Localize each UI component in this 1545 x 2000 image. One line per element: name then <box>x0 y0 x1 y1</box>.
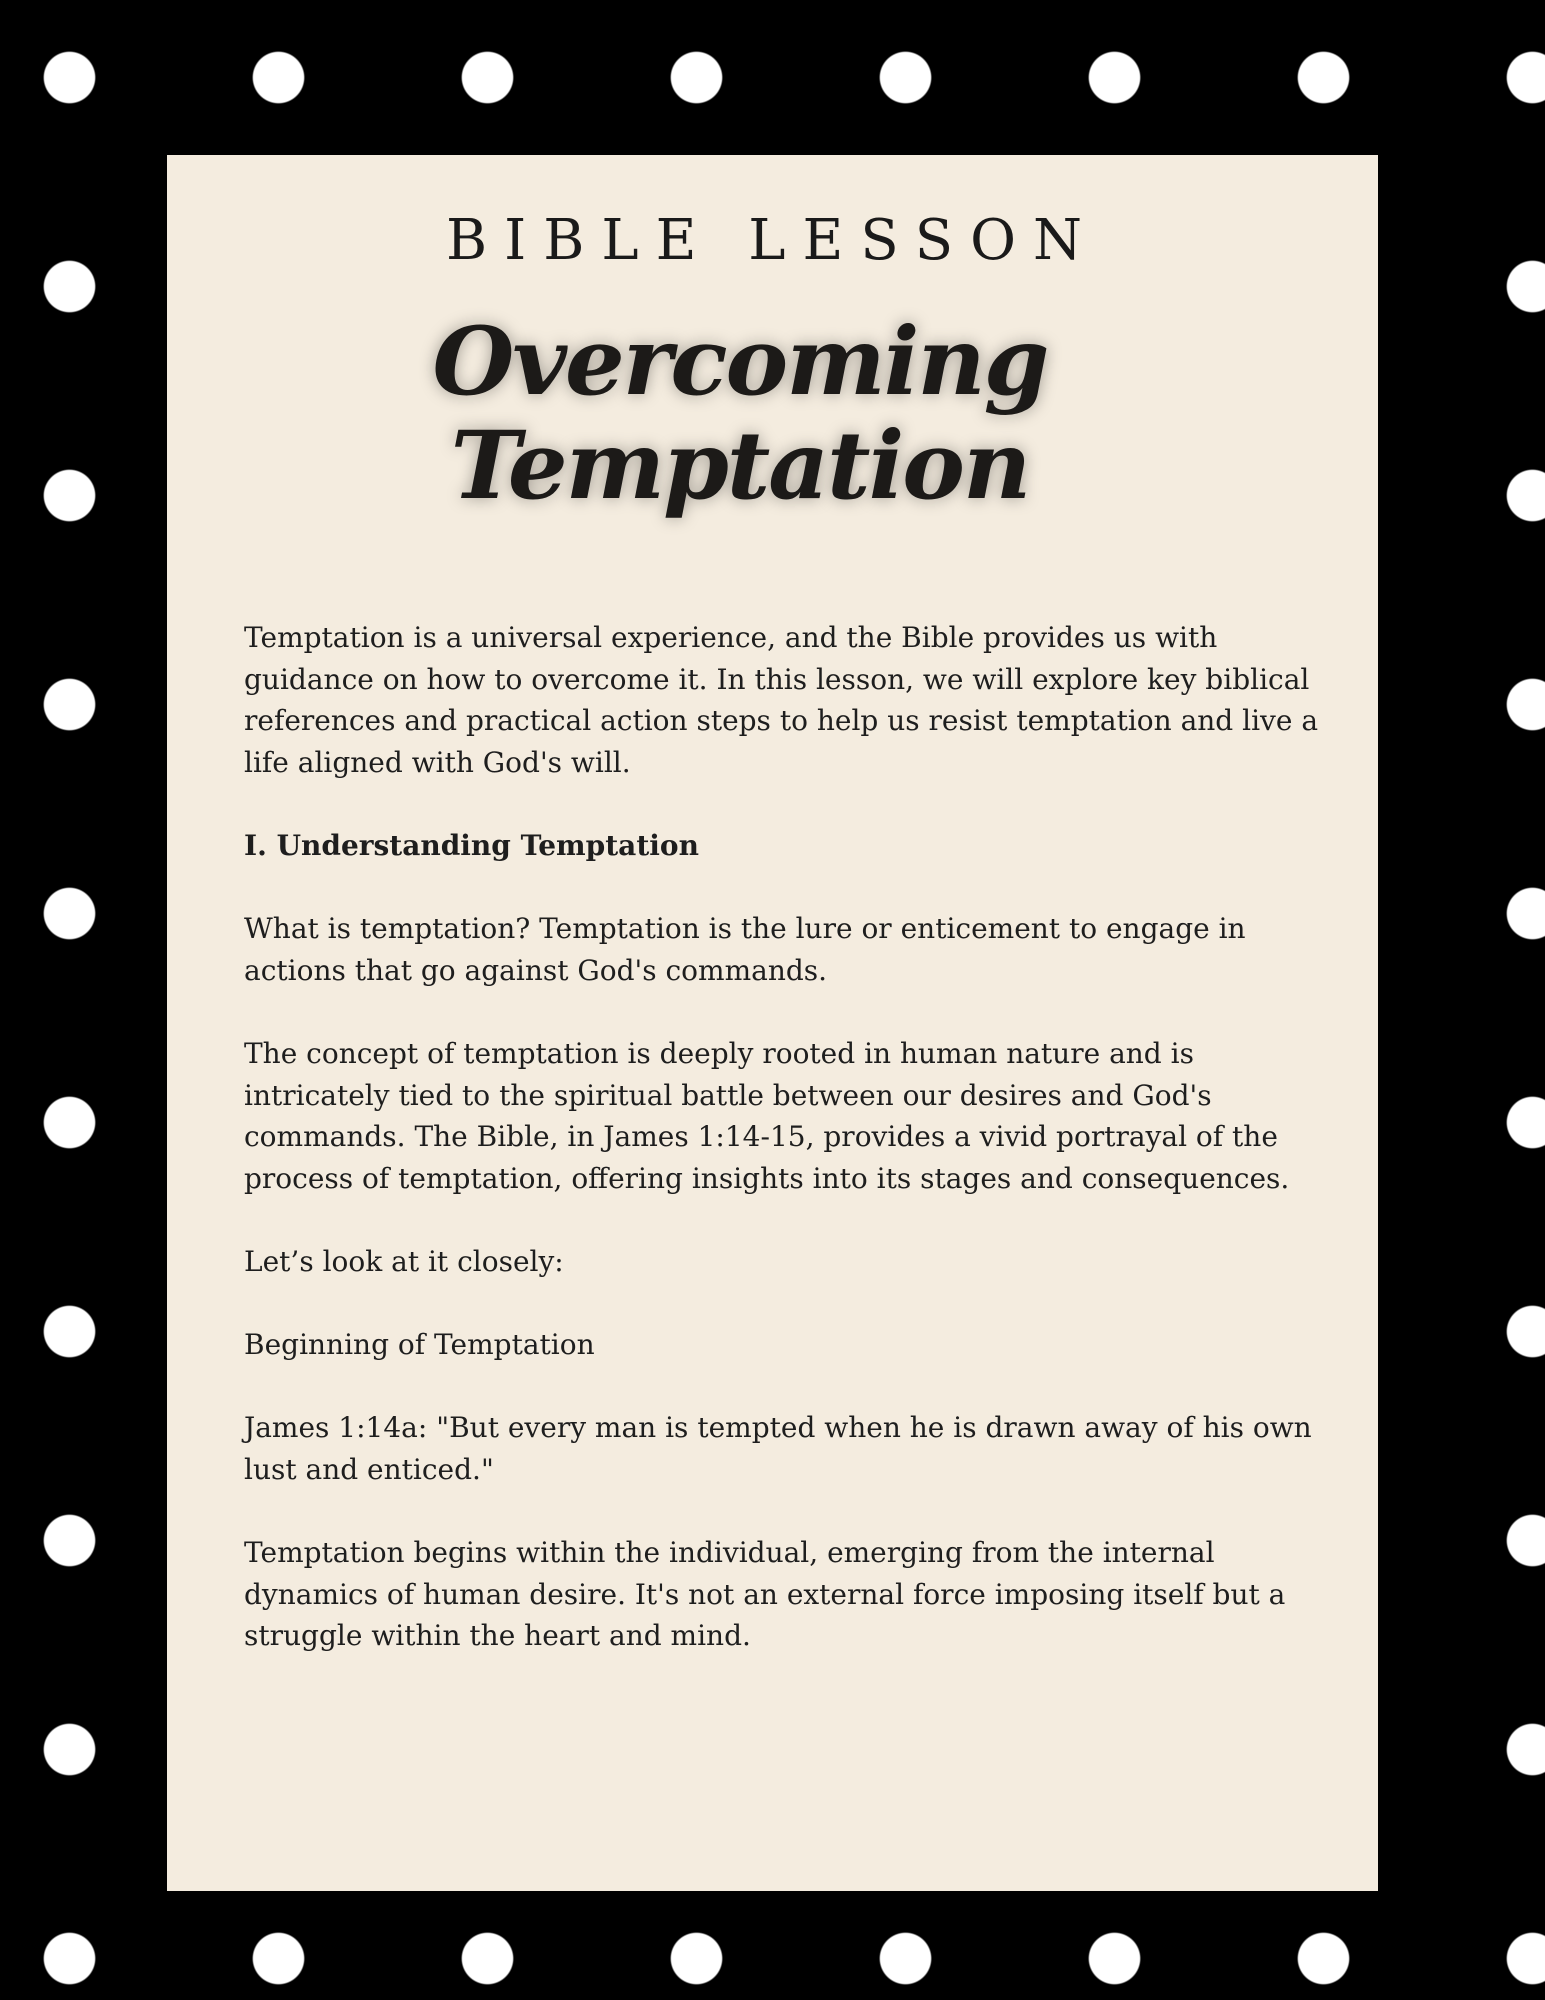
look-closely-line: Let’s look at it closely: <box>244 1244 564 1278</box>
title-line-1: Overcoming <box>432 307 1048 417</box>
lesson-body <box>244 617 1324 1698</box>
verse-quote: James 1:14a: "But every man is tempted when he is drawn away of his own lust and enticed." <box>244 1411 1312 1486</box>
lesson-title <box>430 307 1050 521</box>
lesson-kicker: BIBLE LESSON <box>445 208 1099 273</box>
definition-paragraph: What is temptation? Temptation is the lure or enticement to engage in actions that go against God's commands. <box>244 912 1246 987</box>
section-heading: I. Understanding Temptation <box>244 828 699 862</box>
title-line-2: Temptation <box>450 411 1030 521</box>
intro-paragraph: Temptation is a universal experience, and the Bible provides us with guidance on how to overcome it. In this lesson, we will explore key biblical references and practical action steps to help us resist temptation and live a life aligned with God's will. <box>244 621 1319 779</box>
subheading: Beginning of Temptation <box>244 1328 595 1362</box>
concept-paragraph: The concept of temptation is deeply rooted in human nature and is intricately tied to the spiritual battle between our desires and God's commands. The Bible, in James 1:14-15, provides a vivid portrayal of the process of temptation, offering insights into its stages and consequences. <box>244 1036 1290 1195</box>
explanation-paragraph: Temptation begins within the individual, emerging from the internal dynamics of human desire. It's not an external force imposing itself but a struggle within the heart and mind. <box>244 1536 1286 1653</box>
